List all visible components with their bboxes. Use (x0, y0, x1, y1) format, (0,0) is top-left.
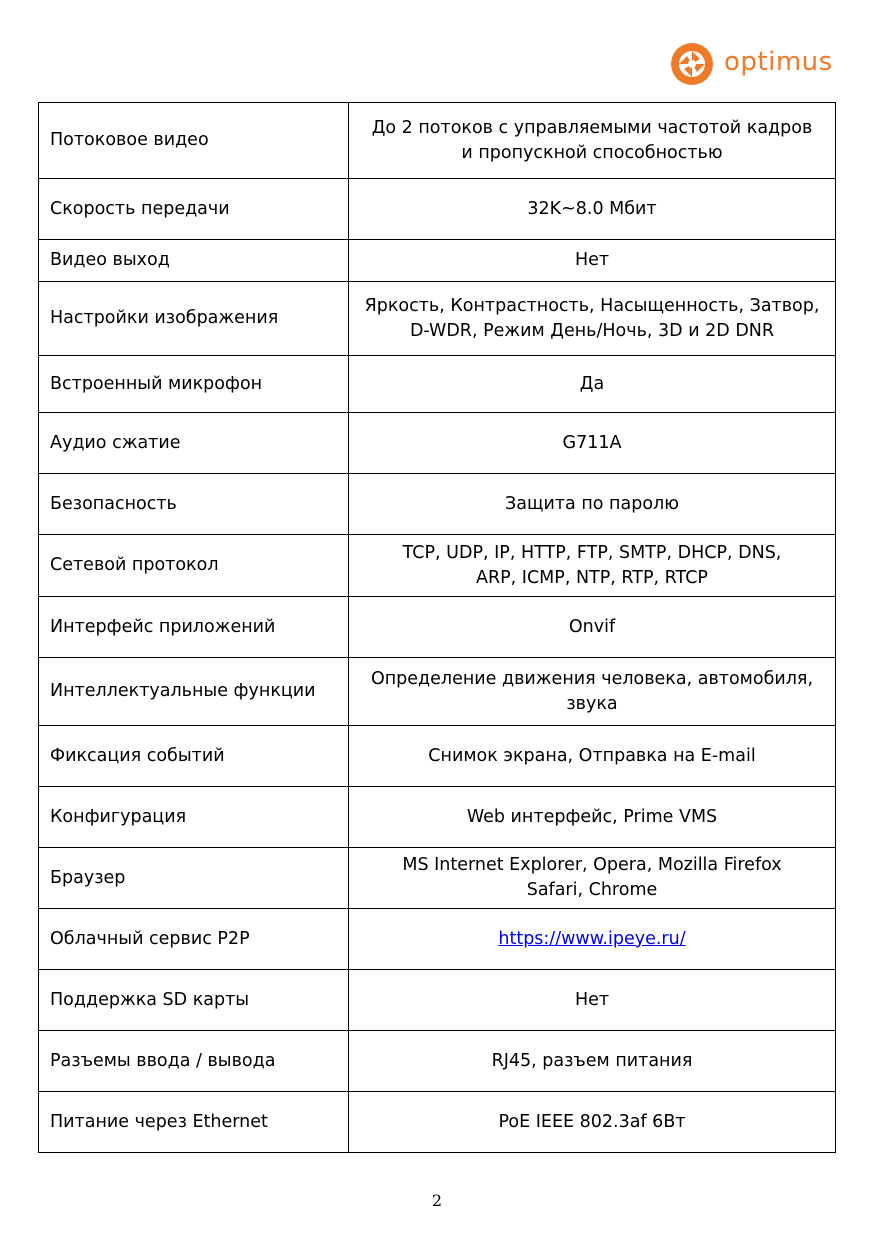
spec-value: RJ45, разъем питания (349, 1031, 836, 1092)
brand-logo (670, 42, 833, 86)
spec-value: PoE IEEE 802.3af 6Вт (349, 1092, 836, 1153)
spec-param: Питание через Ethernet (39, 1092, 349, 1153)
optimus-lens-icon (670, 42, 714, 86)
table-row (39, 658, 836, 726)
table-row (39, 1092, 836, 1153)
spec-value: Onvif (349, 597, 836, 658)
specifications-table (38, 102, 836, 1153)
spec-param: Встроенный микрофон (39, 356, 349, 413)
table-row (39, 1031, 836, 1092)
spec-value: Web интерфейс, Prime VMS (349, 787, 836, 848)
table-row (39, 179, 836, 240)
table-row (39, 474, 836, 535)
table-row (39, 848, 836, 909)
table-row (39, 103, 836, 179)
table-row (39, 240, 836, 282)
table-row (39, 356, 836, 413)
spec-value: MS Internet Explorer, Opera, Mozilla Firefox Safari, Chrome (349, 848, 836, 909)
spec-value: Яркость, Контрастность, Насыщенность, Затвор, D-WDR, Режим День/Ночь, 3D и 2D DNR (349, 282, 836, 356)
table-row (39, 909, 836, 970)
spec-param: Сетевой протокол (39, 535, 349, 597)
table-row (39, 535, 836, 597)
spec-param: Безопасность (39, 474, 349, 535)
table-row (39, 787, 836, 848)
spec-param: Интеллектуальные функции (39, 658, 349, 726)
spec-value: 32K~8.0 Мбит (349, 179, 836, 240)
spec-param: Поддержка SD карты (39, 970, 349, 1031)
spec-value: До 2 потоков с управляемыми частотой кадров и пропускной способностью (349, 103, 836, 179)
spec-param: Настройки изображения (39, 282, 349, 356)
table-row (39, 597, 836, 658)
spec-param: Видео выход (39, 240, 349, 282)
table-row (39, 970, 836, 1031)
table-row (39, 726, 836, 787)
spec-value: Нет (349, 970, 836, 1031)
spec-param: Скорость передачи (39, 179, 349, 240)
table-row (39, 413, 836, 474)
p2p-service-link[interactable]: https://www.ipeye.ru/ (498, 928, 686, 949)
spec-value: Определение движения человека, автомобиля, звука (349, 658, 836, 726)
spec-param: Разъемы ввода / вывода (39, 1031, 349, 1092)
spec-param: Потоковое видео (39, 103, 349, 179)
table-row (39, 282, 836, 356)
spec-param: Браузер (39, 848, 349, 909)
spec-value: Нет (349, 240, 836, 282)
spec-param: Конфигурация (39, 787, 349, 848)
spec-value (349, 909, 836, 970)
spec-value: Да (349, 356, 836, 413)
logo-text: optimus (724, 47, 833, 77)
page-number: 2 (431, 1191, 443, 1210)
spec-param: Интерфейс приложений (39, 597, 349, 658)
spec-param: Аудио сжатие (39, 413, 349, 474)
spec-value: Защита по паролю (349, 474, 836, 535)
spec-param: Облачный сервис P2P (39, 909, 349, 970)
spec-value: G711A (349, 413, 836, 474)
spec-value: Снимок экрана, Отправка на E-mail (349, 726, 836, 787)
spec-value: TCP, UDP, IP, HTTP, FTP, SMTP, DHCP, DNS, ARP, ICMP, NTP, RTP, RTCP (349, 535, 836, 597)
spec-param: Фиксация событий (39, 726, 349, 787)
